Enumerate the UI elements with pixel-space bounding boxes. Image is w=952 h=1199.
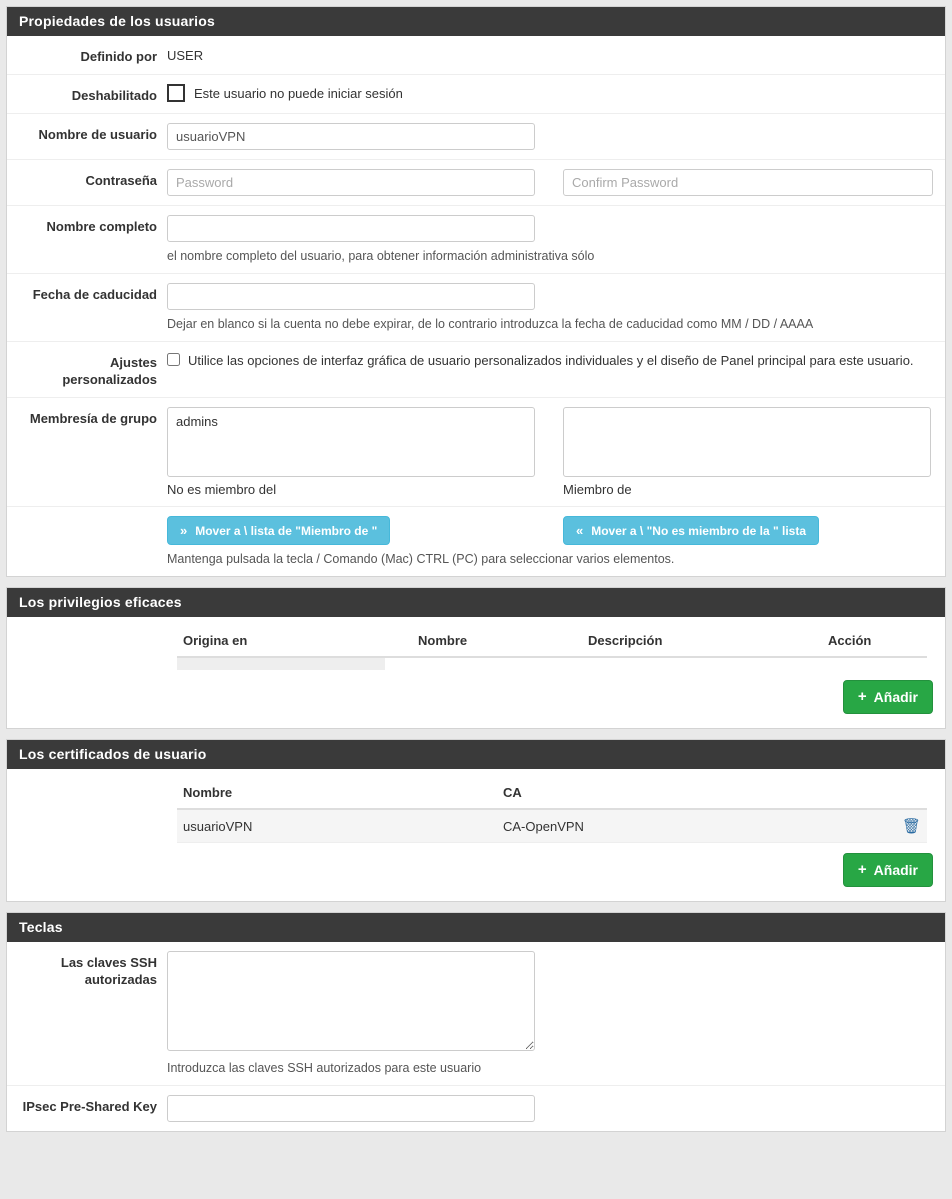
help-ssh-keys: Introduzca las claves SSH autorizados para este usuario <box>167 1061 482 1075</box>
panel-body-effective-privileges <box>7 617 945 728</box>
table-row-empty <box>177 657 927 670</box>
label-custom-settings: Ajustes personalizados <box>62 355 157 387</box>
table-header-row <box>177 629 927 657</box>
certificates-table-wrap <box>7 769 945 843</box>
fullname-input[interactable] <box>167 215 535 242</box>
panel-user-properties <box>6 6 946 577</box>
cell-cert-name: usuarioVPN <box>177 809 497 843</box>
password-input[interactable] <box>167 169 535 196</box>
value-defined-by: USER <box>167 48 204 63</box>
certificates-add-row <box>7 843 945 901</box>
label-defined-by: Definido por <box>80 49 157 64</box>
add-certificate-button[interactable] <box>843 853 933 887</box>
move-to-member-label: Mover a \ lista de "Miembro de " <box>195 523 378 538</box>
chevron-left-icon: « <box>576 523 584 538</box>
row-custom-settings <box>7 342 945 398</box>
table-row <box>177 809 927 843</box>
panel-keys <box>6 912 946 1132</box>
column-header-cert-name: Nombre <box>177 781 497 809</box>
column-header-cert-actions <box>847 781 927 809</box>
help-expiration: Dejar en blanco si la cuenta no debe expirar, de lo contrario introduzca la fecha de caducidad como MM / DD / AAAA <box>167 317 814 331</box>
panel-body-keys <box>7 942 945 1131</box>
plus-icon: + <box>857 861 867 878</box>
panel-title-effective-privileges: Los privilegios eficaces <box>7 588 945 617</box>
custom-settings-checkbox[interactable] <box>167 353 180 366</box>
label-member: Miembro de <box>563 482 632 497</box>
custom-settings-label: Utilice las opciones de interfaz gráfica de usuario personalizados individuales y el diseño de Panel principal para este usuario. <box>188 353 914 368</box>
column-header-cert-ca: CA <box>497 781 847 809</box>
table-header-row <box>177 781 927 809</box>
column-header-origin: Origina en <box>177 629 412 657</box>
panel-body-user-properties <box>7 36 945 576</box>
column-header-name: Nombre <box>412 629 582 657</box>
row-defined-by <box>7 36 945 75</box>
privileges-table <box>177 629 927 670</box>
cell-cert-ca: CA-OpenVPN <box>497 809 847 843</box>
row-expiration <box>7 274 945 342</box>
label-not-member: No es miembro del <box>167 482 277 497</box>
help-fullname: el nombre completo del usuario, para obtener información administrativa sólo <box>167 249 595 263</box>
plus-icon: + <box>857 688 867 705</box>
help-group-membership: Mantenga pulsada la tecla / Comando (Mac) CTRL (PC) para seleccionar varios elementos. <box>167 552 675 566</box>
panel-user-certificates <box>6 739 946 902</box>
empty-placeholder-bar <box>177 658 385 670</box>
label-fullname: Nombre completo <box>46 219 157 234</box>
list-item[interactable]: admins <box>176 414 218 429</box>
label-disabled: Deshabilitado <box>71 88 157 103</box>
label-expiration: Fecha de caducidad <box>32 287 157 302</box>
privileges-table-wrap <box>7 617 945 670</box>
privileges-add-row <box>7 670 945 728</box>
ipsec-psk-input[interactable] <box>167 1095 535 1122</box>
confirm-password-input[interactable] <box>563 169 933 196</box>
row-ssh-keys <box>7 942 945 1086</box>
label-ssh-keys: Las claves SSH autorizadas <box>60 955 157 987</box>
row-username <box>7 114 945 160</box>
row-password <box>7 160 945 206</box>
panel-title-user-certificates: Los certificados de usuario <box>7 740 945 769</box>
ssh-keys-textarea[interactable] <box>167 951 535 1051</box>
column-header-description: Descripción <box>582 629 822 657</box>
add-privilege-button[interactable] <box>843 680 933 714</box>
row-ipsec-psk <box>7 1086 945 1131</box>
add-privilege-label: Añadir <box>873 689 918 705</box>
label-username: Nombre de usuario <box>38 127 157 142</box>
panel-title-keys: Teclas <box>7 913 945 942</box>
member-list[interactable] <box>563 407 931 477</box>
expiration-input[interactable] <box>167 283 535 310</box>
certificates-table <box>177 781 927 843</box>
trash-icon[interactable]: 🗑 <box>901 818 921 835</box>
move-to-member-button[interactable] <box>167 516 390 545</box>
not-member-list[interactable] <box>167 407 535 477</box>
panel-body-user-certificates <box>7 769 945 901</box>
add-certificate-label: Añadir <box>873 862 918 878</box>
move-to-not-member-label: Mover a \ "No es miembro de la " lista <box>591 523 807 538</box>
row-group-membership <box>7 398 945 507</box>
label-group-membership: Membresía de grupo <box>29 411 157 426</box>
row-fullname <box>7 206 945 274</box>
panel-effective-privileges <box>6 587 946 729</box>
panel-title-user-properties: Propiedades de los usuarios <box>7 7 945 36</box>
disabled-checkbox[interactable] <box>167 84 185 102</box>
label-password: Contraseña <box>85 173 157 188</box>
row-group-move-buttons <box>7 507 945 576</box>
label-spacer <box>7 516 167 519</box>
username-input[interactable] <box>167 123 535 150</box>
move-to-not-member-button[interactable] <box>563 516 819 545</box>
row-disabled <box>7 75 945 114</box>
label-ipsec-psk: IPsec Pre-Shared Key <box>22 1099 157 1114</box>
column-header-action: Acción <box>822 629 927 657</box>
chevron-right-icon: » <box>180 523 188 538</box>
disabled-checkbox-label: Este usuario no puede iniciar sesión <box>194 86 403 101</box>
